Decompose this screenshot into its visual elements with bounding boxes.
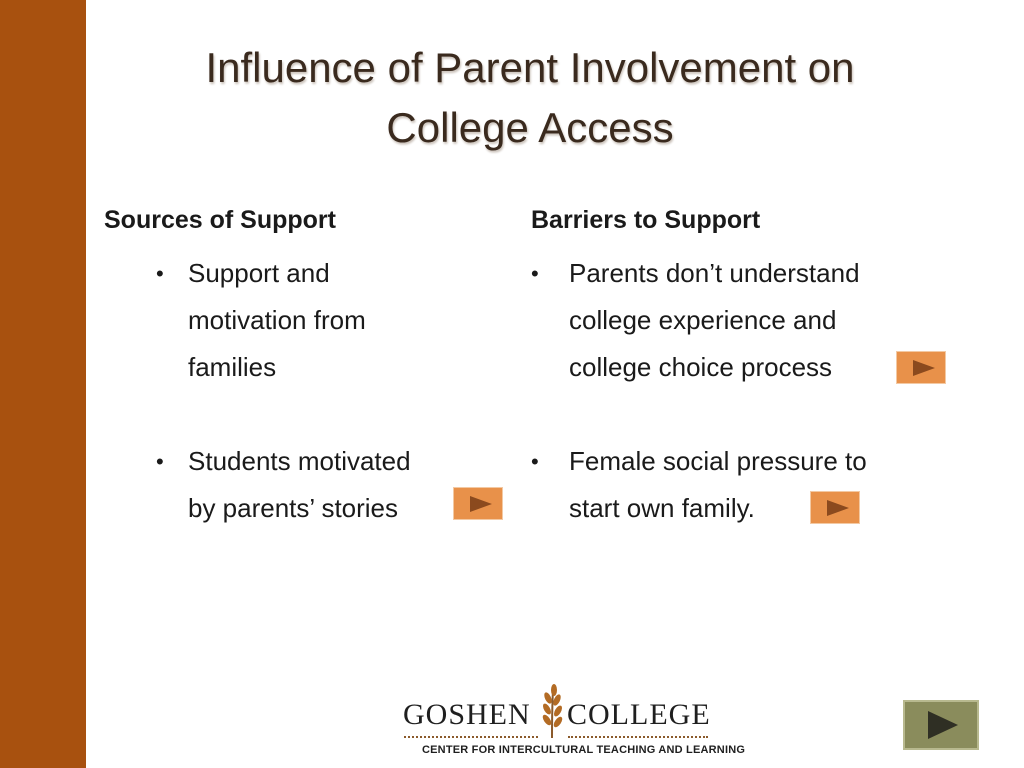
sidebar-stripe [0,0,86,768]
bullet-line: college experience and [569,305,837,335]
logo-word-college: COLLEGE [567,698,711,731]
play-college-process-button[interactable] [896,351,946,384]
bullet-line: families [188,352,277,382]
title-line-2: College Access [386,104,674,151]
next-slide-button[interactable] [903,700,979,750]
bullet-line: Students motivated [188,446,411,476]
logo-word-goshen: GOSHEN [403,698,531,731]
title-line-1: Influence of Parent Involvement on [205,44,855,91]
bullet-glyph: • [156,261,164,286]
bullet-glyph: • [531,261,539,286]
bullet-glyph: • [531,449,539,474]
goshen-college-logo [400,684,746,764]
play-stories-button[interactable] [453,487,503,520]
logo-subtitle: CENTER FOR INTERCULTURAL TEACHING AND LEARNING [422,744,746,756]
barriers-heading: Barriers to Support [531,206,761,234]
bullet-line: Female social pressure to [569,446,867,476]
bullet-line: motivation from [188,305,366,335]
bullet-line: Parents don’t understand [569,258,860,288]
list-item [104,250,514,391]
sources-column [104,200,514,532]
bullet-glyph: • [156,449,164,474]
logo-divider-left [404,736,538,738]
barriers-list [531,250,971,532]
play-icon [470,496,492,512]
play-family-pressure-button[interactable] [810,491,860,524]
list-item [531,438,971,532]
bullet-line: start own family. [569,493,755,523]
logo-divider-right [568,736,708,738]
sources-heading: Sources of Support [104,206,336,234]
play-icon [827,500,849,516]
play-icon [913,360,935,376]
wheat-icon [537,684,567,738]
bullet-line: Support and [188,258,330,288]
bullet-line: college choice process [569,352,833,382]
bullet-line: by parents’ stories [188,493,399,523]
slide-title [130,38,930,158]
next-arrow-icon [928,711,958,739]
